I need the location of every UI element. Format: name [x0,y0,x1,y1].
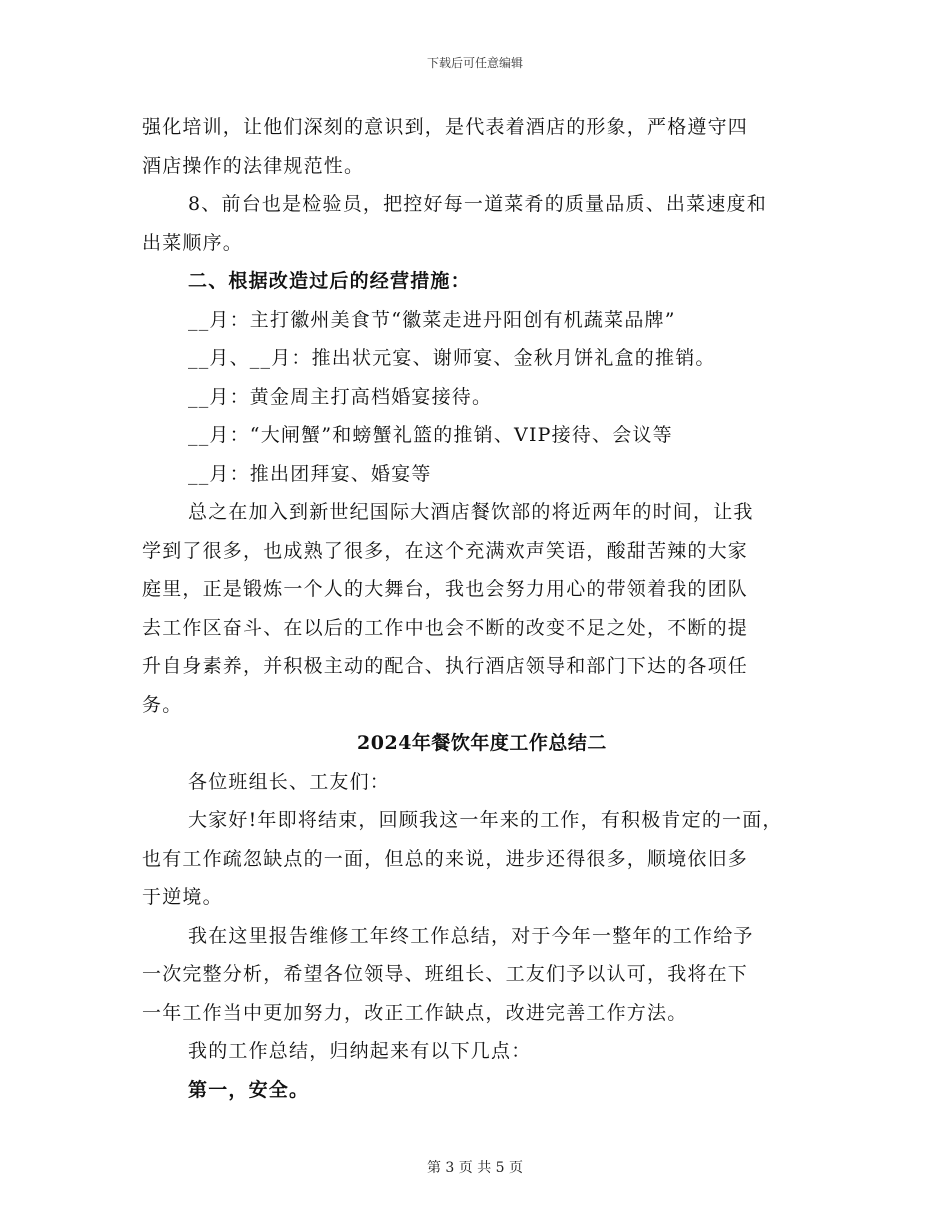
page-footer: 第 3 页 共 5 页 [426,1160,524,1176]
text-line: 升自身素养，并积极主动的配合、执行酒店领导和部门下达的各项任 [142,655,749,677]
page-header-note: 下载后可任意编辑 [426,56,523,70]
text-line: 庭里，正是锻炼一个人的大舞台，我也会努力用心的带领着我的团队 [142,578,749,600]
text-line: 出菜顺序。 [142,231,244,254]
text-line: 一次完整分析，希望各位领导、班组长、工友们予以认可，我将在下 [142,963,749,985]
text-line: 大家好!年即将结束，回顾我这一年来的工作，有积极肯定的一面， [188,809,783,831]
text-line: 我的工作总结，归纳起来有以下几点： [188,1040,532,1062]
text-line: 一年工作当中更加努力，改正工作缺点，改进完善工作方法。 [142,1001,688,1024]
text-line: 务。 [142,693,183,716]
text-line: __月：黄金周主打高档婚宴接待。 [188,385,493,408]
document-title: 2024年餐饮年度工作总结二 [357,732,607,754]
text-line: 酒店操作的法律规范性。 [142,154,365,177]
text-line: 于逆境。 [142,886,223,908]
text-line: __月：推出团拜宴、婚宴等 [188,462,432,485]
text-line: 也有工作疏忽缺点的一面，但总的来说，进步还得很多，顺境依旧多 [142,847,749,870]
text-line: 强化培训，让他们深刻的意识到，是代表着酒店的形象，严格遵守四 [142,116,749,138]
text-line: __月：“大闸蟹”和螃蟹礼篮的推销、VIP接待、会议等 [188,424,673,446]
text-line: 8、前台也是检验员，把控好每一道菜肴的质量品质、出菜速度和 [188,193,767,215]
text-line: 各位班组长、工友们： [188,770,391,793]
document-body [142,108,822,1109]
text-line: __月、__月：推出状元宴、谢师宴、金秋月饼礼盒的推销。 [188,347,716,369]
section-heading: 第一，安全。 [188,1078,310,1101]
text-line: 总之在加入到新世纪国际大酒店餐饮部的将近两年的时间，让我 [188,501,754,523]
section-heading: 二、根据改造过后的经营措施： [188,270,471,292]
text-line: 我在这里报告维修工年终工作总结，对于今年一整年的工作给予 [188,924,754,947]
text-line: 去工作区奋斗、在以后的工作中也会不断的改变不足之处，不断的提 [142,616,749,639]
text-line: 学到了很多，也成熟了很多，在这个充满欢声笑语，酸甜苦辣的大家 [142,539,749,562]
text-line: __月：主打徽州美食节“徽菜走进丹阳创有机蔬菜品牌” [188,308,676,331]
